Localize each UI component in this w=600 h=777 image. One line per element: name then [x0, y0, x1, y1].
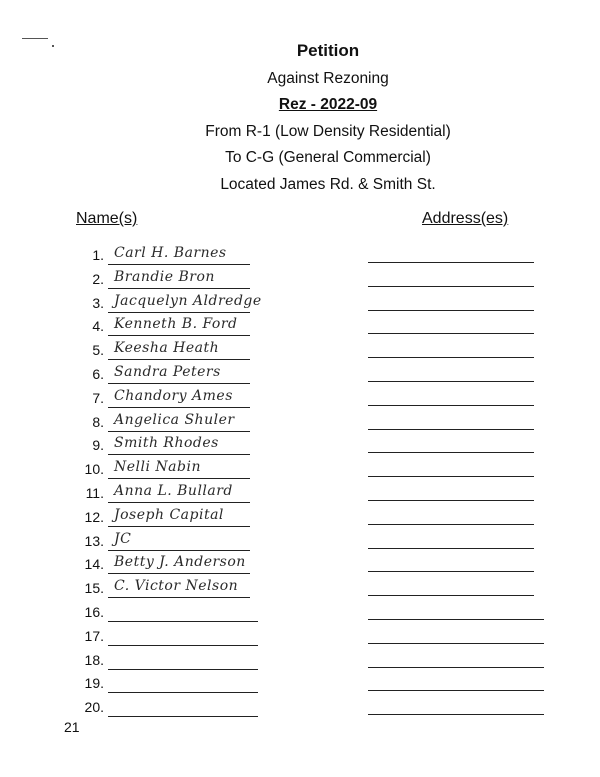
addresses-column-header: Address(es) [422, 210, 509, 227]
handwritten-signature: C. Victor Nelson [114, 578, 239, 594]
signature-row [0, 437, 600, 461]
case-number: Rez - 2022-09 [278, 96, 378, 113]
row-number: 3. [92, 295, 104, 311]
handwritten-signature: Brandie Bron [114, 269, 215, 285]
row-number: 16. [84, 604, 104, 620]
name-signature-line [108, 526, 250, 527]
signature-row [0, 414, 600, 438]
name-signature-line [108, 264, 250, 265]
address-line [368, 310, 534, 311]
name-signature-line [108, 407, 250, 408]
signature-row [0, 628, 600, 652]
scan-mark [22, 38, 48, 39]
signature-row [0, 366, 600, 390]
address-line [368, 357, 534, 358]
address-line [368, 500, 534, 501]
name-signature-line [108, 621, 258, 622]
name-signature-line [108, 573, 250, 574]
handwritten-signature: Jacquelyn Aldredge [114, 293, 262, 309]
signature-row [0, 556, 600, 580]
signature-row [0, 461, 600, 485]
to-zoning: To C-G (General Commercial) [225, 149, 431, 166]
name-signature-line [108, 288, 250, 289]
address-line [368, 548, 534, 549]
signature-row [0, 699, 600, 723]
address-line [368, 524, 534, 525]
petition-title: Petition [296, 41, 360, 60]
name-signature-line [108, 692, 258, 693]
row-number: 1. [92, 247, 104, 263]
signature-row [0, 652, 600, 676]
handwritten-signature: Angelica Shuler [114, 412, 235, 428]
row-number: 14. [84, 556, 104, 572]
name-signature-line [108, 550, 250, 551]
handwritten-signature: Keesha Heath [114, 340, 220, 356]
address-line [368, 571, 534, 572]
handwritten-signature: Kenneth B. Ford [114, 316, 238, 332]
signature-row [0, 271, 600, 295]
address-line [368, 262, 534, 263]
name-signature-line [108, 335, 250, 336]
handwritten-signature: Anna L. Bullard [114, 483, 233, 499]
signature-row [0, 295, 600, 319]
name-signature-line [108, 359, 250, 360]
name-signature-line [108, 312, 250, 313]
address-line [368, 381, 534, 382]
signature-row [0, 509, 600, 533]
handwritten-signature: Betty J. Anderson [114, 554, 246, 570]
name-signature-line [108, 431, 250, 432]
row-number: 20. [84, 699, 104, 715]
names-column-header: Name(s) [76, 210, 138, 227]
signature-row [0, 533, 600, 557]
address-line [368, 286, 534, 287]
address-line [368, 619, 544, 620]
handwritten-signature: Sandra Peters [114, 364, 221, 380]
signature-row [0, 318, 600, 342]
from-zoning: From R-1 (Low Density Residential) [205, 123, 451, 140]
handwritten-signature: Smith Rhodes [114, 435, 219, 451]
address-line [368, 429, 534, 430]
location-line: Located James Rd. & Smith St. [220, 176, 436, 193]
signature-row [0, 342, 600, 366]
address-line [368, 595, 534, 596]
signature-row [0, 604, 600, 628]
handwritten-signature: JC [114, 531, 132, 547]
handwritten-signature: Joseph Capital [114, 507, 224, 523]
signature-row [0, 675, 600, 699]
row-number: 17. [84, 628, 104, 644]
row-number: 12. [84, 509, 104, 525]
name-signature-line [108, 597, 250, 598]
address-line [368, 476, 534, 477]
row-number: 4. [92, 318, 104, 334]
name-signature-line [108, 669, 258, 670]
partial-line-number: 21 [64, 719, 80, 735]
address-line [368, 690, 544, 691]
signature-row [0, 390, 600, 414]
row-number: 6. [92, 366, 104, 382]
row-number: 13. [84, 533, 104, 549]
address-line [368, 333, 534, 334]
handwritten-signature: Nelli Nabin [114, 459, 201, 475]
address-line [368, 452, 534, 453]
address-line [368, 643, 544, 644]
row-number: 11. [85, 485, 104, 501]
row-number: 10. [84, 461, 104, 477]
address-line [368, 405, 534, 406]
name-signature-line [108, 645, 258, 646]
row-number: 15. [84, 580, 104, 596]
name-signature-line [108, 478, 250, 479]
signature-row [0, 247, 600, 271]
signature-row [0, 485, 600, 509]
handwritten-signature: Carl H. Barnes [114, 245, 227, 261]
address-line [368, 667, 544, 668]
name-signature-line [108, 716, 258, 717]
row-number: 7. [92, 390, 104, 406]
address-line [368, 714, 544, 715]
row-number: 19. [84, 675, 104, 691]
name-signature-line [108, 454, 250, 455]
row-number: 9. [92, 437, 104, 453]
signature-row [0, 580, 600, 604]
row-number: 8. [92, 414, 104, 430]
row-number: 2. [92, 271, 104, 287]
name-signature-line [108, 383, 250, 384]
row-number: 18. [84, 652, 104, 668]
row-number: 5. [92, 342, 104, 358]
name-signature-line [108, 502, 250, 503]
handwritten-signature: Chandory Ames [114, 388, 233, 404]
petition-subtitle: Against Rezoning [267, 70, 389, 87]
